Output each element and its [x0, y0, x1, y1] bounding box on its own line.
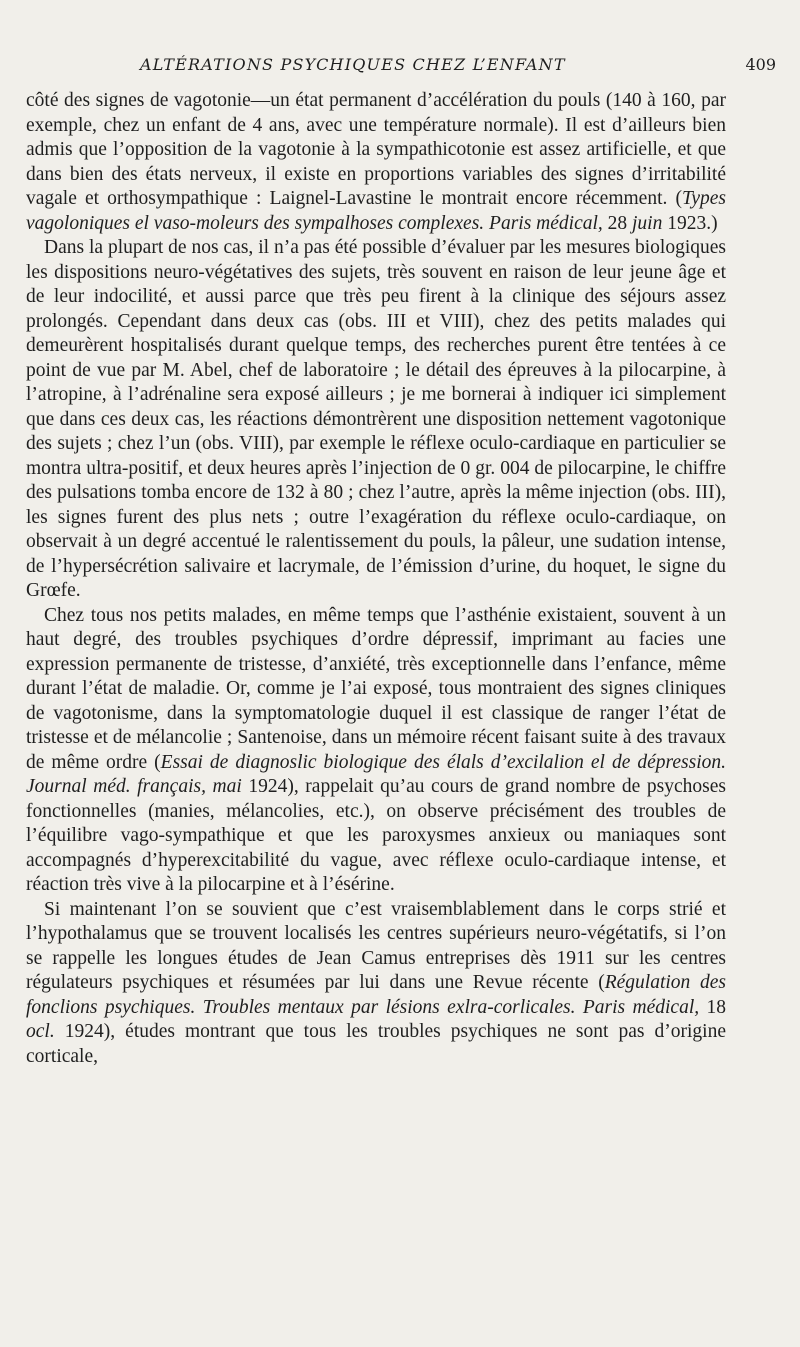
text-run: 18 — [699, 996, 726, 1018]
paragraph — [26, 89, 726, 236]
text-run: 28 — [602, 212, 633, 234]
text-run: Dans la plupart de nos cas, il n’a pas été possible d’évaluer par les mesures biologiques les dispositions neuro-végétatives des sujets, très souvent en raison de leur jeune âge et de leur indocilité, et aussi parce que très peu firent à la clinique des séjours assez prolongés. Cependant dans deux cas (obs. III et VIII), chez des petits malades qui demeurèrent hospitalisés durant quelque temps, des recherches purent être tentées à ce point de vue par M. Abel, chef de laboratoire ; le détail des épreuves à la pilocarpine, à l’atropine, à l’adrénaline sera exposé ailleurs ; je me bornerai à indiquer ici simplement que dans ces deux cas, les réactions démontrèrent une disposition nettement vagotonique des sujets ; chez l’un (obs. VIII), par exemple le réflexe oculo-cardiaque en particulier se montra ultra-positif, et deux heures après l’injection de 0 gr. 004 de pilocarpine, le chiffre des pulsations tomba encore de 132 à 80 ; chez l’autre, après la même injection (obs. III), les signes furent des plus nets ; outre l’exagération du réflexe oculo-cardiaque, on observait à un degré accentué le ralentissement du pouls, la pâleur, une sudation intense, de l’hypersécrétion salivaire et lacrymale, de l’émission d’urine, du hoquet, le signe du Grœfe. — [26, 237, 726, 601]
paragraph — [26, 898, 726, 1070]
text-run: 1924), études montrant que tous les troubles psychiques ne sont pas d’origine corticale, — [26, 1021, 726, 1067]
text-run: 1924), rappelait qu’au cours de grand nombre de psychoses fonctionnelles (manies, mélancolies, etc.), on observe précisément des troubles de l’équilibre vago-sympathique et que les paroxysmes anxieux ou maniaques sont accompagnés d’hyperexcitabilité du vague, avec réflexe oculo-cardiaque intense, et réaction très vive à la pilocarpine et à l’ésérine. — [26, 776, 726, 895]
italic-citation: Types vagoloniques el vaso-moleurs des sympalhoses complexes. Paris médical, — [26, 188, 726, 234]
italic-citation: ocl. — [26, 1021, 55, 1042]
body-text — [26, 89, 726, 1069]
text-run: Si maintenant l’on se souvient que c’est vraisemblablement dans le corps strié et l’hypothalamus que se trouvent localisés les centres supérieurs neuro-végétatifs, si l’on se rappelle les longues études de Jean Camus entreprises dès 1911 sur les centres régulateurs psychiques et résumées par lui dans une Revue récente ( — [26, 898, 726, 993]
paragraph — [26, 604, 726, 898]
page-number: 409 — [745, 55, 776, 74]
text-run: Chez tous nos petits malades, en même temps que l’asthénie existaient, souvent à un haut degré, des troubles psychiques d’ordre dépressif, imprimant au facies une expression permanente de tristesse, d’anxiété, très exceptionnelle dans l’enfance, même durant l’état de maladie. Or, comme je l’ai exposé, tous montraient des signes cliniques de vagotonisme, dans la symptomatologie duquel il est classique de ranger l’état de tristesse et de mélancolie ; Santenoise, dans un mémoire récent faisant suite à des travaux de même ordre ( — [26, 604, 726, 773]
italic-citation: juin — [632, 212, 663, 234]
page-header — [20, 55, 786, 81]
running-title: ALTÉRATIONS PSYCHIQUES CHEZ L’ENFANT — [140, 55, 566, 74]
italic-citation: Essai de diagnoslic biologique des élals d’excilalion el de dépression. Journal méd. français, mai — [26, 751, 726, 797]
paragraph — [26, 236, 726, 604]
text-run: 1923.) — [662, 212, 718, 234]
text-run: côté des signes de vagotonie—un état permanent d’accélération du pouls (140 à 160, par exemple, chez un enfant de 4 ans, avec une température normale). Il est d’ailleurs bien admis que l’opposition de la vagotonie à la sympathicotonie est assez artificielle, et que dans bien des états nerveux, il existe en proportions variables des signes d’irritabilité vagale et orthosympathique : Laignel-Lavastine le montrait encore récemment. ( — [26, 90, 726, 209]
italic-citation: Régulation des fonclions psychiques. Troubles mentaux par lésions exlra-corlicales. Paris médical, — [26, 972, 726, 1018]
